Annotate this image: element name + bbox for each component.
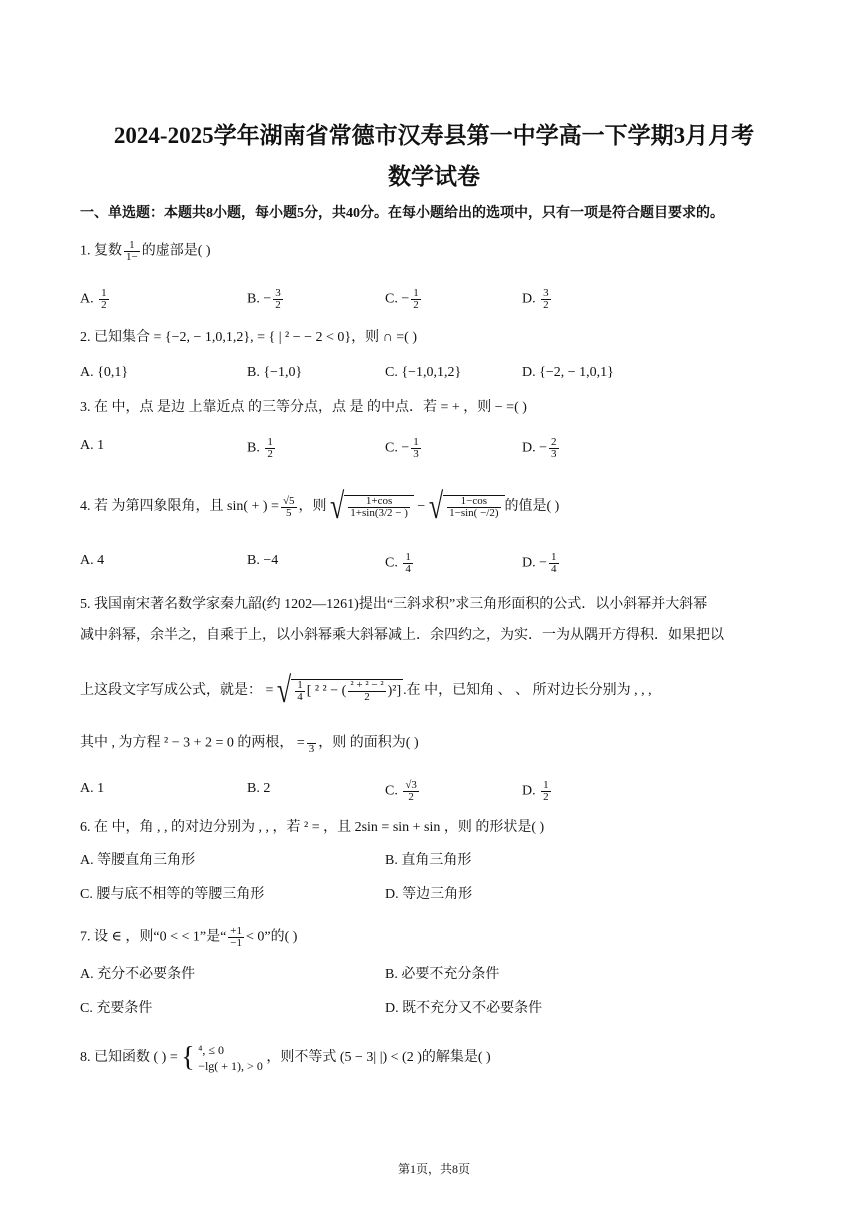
q5-line-1: 5. 我国南宋著名数学家秦九韶(约 1202—1261)提出“三斜求积”求三角形面积的公式．以小斜幂并大斜幂 xyxy=(80,597,708,612)
q4-value-fraction: $\frac{√5}{5}$ xyxy=(282,494,295,519)
q5-line-4: 其中 , 为方程 ² − 3 + 2 = 0 的两根， = 3 ，则 的面积为( ) xyxy=(80,732,419,755)
question-4: 4. 若 为第四象限角，且 sin( + ) = $\frac{√5}{5}$ ，则 √ $\frac{1+\cos}{1+\sin(3/2 - )}$ − √ $\frac{1-\cos}{1-\sin( -/2)}$ 的值是( ) xyxy=(80,486,560,527)
q4-option-d: D. − $\frac{1}{4}$ xyxy=(522,551,557,575)
q4-radical-2: $\frac{1-\cos}{1-\sin( -/2)}$ xyxy=(443,495,504,519)
brace-icon: { xyxy=(181,1042,195,1073)
q1-fraction: $\frac{1}{1-}$ xyxy=(126,239,138,263)
page-footer: 第1页，共8页 xyxy=(397,1162,470,1176)
q2-option-d: D. {−2, − 1,0,1} xyxy=(522,365,614,380)
q4-radical-1: $\frac{1+\cos}{1+\sin(3/2 - )}$ xyxy=(344,495,414,519)
q4-option-a: A. 4 xyxy=(80,553,105,568)
q1-post: 的虚部是( ) xyxy=(141,243,211,259)
q4-option-b: B. −4 xyxy=(247,553,279,568)
q2-option-c: C. {−1,0,1,2} xyxy=(385,365,462,380)
page-title: 2024-2025学年湖南省常德市汉寿县第一中学高一下学期3月月考 xyxy=(113,123,755,148)
q6-option-a: A. 等腰直角三角形 xyxy=(80,853,196,868)
q6-option-c: C. 腰与底不相等的等腰三角形 xyxy=(80,887,265,902)
q6-option-d: D. 等边三角形 xyxy=(385,887,473,902)
question-6: 6. 在 中，角 , , 的对边分别为 , , ，若 ² = ，且 2sin = sin + sin ，则 的形状是( ) xyxy=(80,820,545,835)
q5-option-c: C. $\frac{√3}{2}$ xyxy=(385,779,417,803)
q4-option-c: C. $\frac{1}{4}$ xyxy=(385,551,411,575)
radical-icon: √ xyxy=(276,670,292,711)
q1-option-d: D. $\frac{3}{2}$ xyxy=(522,287,549,311)
q2-option-b: B. {−1,0} xyxy=(247,365,303,380)
q7-option-c: C. 充要条件 xyxy=(80,1001,153,1016)
q3-option-b: B. $\frac{1}{2}$ xyxy=(247,436,273,460)
q1-option-a: A. $\frac{1}{2}$ xyxy=(80,287,107,311)
page-subtitle: 数学试卷 xyxy=(388,164,480,189)
q2-option-a: A. {0,1} xyxy=(80,365,129,380)
q5-line-2: 减中斜幂，余半之，自乘于上，以小斜幂乘大斜幂减上．余四约之，为实．一为从隅开方得积．如果把以 xyxy=(80,628,724,643)
q3-option-a: A. 1 xyxy=(80,438,105,453)
question-8: 8. 已知函数 ( ) = { ⁴, ≤ 0 −lg( + 1), > 0 ，则不等式 (5 − 3| |) < (2 )的解集是( ) xyxy=(80,1042,491,1073)
q7-option-d: D. 既不充分又不必要条件 xyxy=(385,1001,543,1016)
q6-option-b: B. 直角三角形 xyxy=(385,853,472,868)
radical-icon: √ xyxy=(330,486,345,527)
q8-piecewise: ⁴, ≤ 0 −lg( + 1), > 0 xyxy=(198,1043,263,1073)
q5-option-d: D. $\frac{1}{2}$ xyxy=(522,779,549,803)
q5-option-a: A. 1 xyxy=(80,781,105,796)
q7-option-a: A. 充分不必要条件 xyxy=(80,967,196,982)
radical-icon: √ xyxy=(428,486,444,527)
q1-pre: 1. 复数 xyxy=(80,243,122,259)
question-3: 3. 在 中，点 是边 上靠近点 的三等分点，点 是 的中点．若 = + ，则 − =( ) xyxy=(80,400,527,415)
q1-option-c: C. − $\frac{1}{2}$ xyxy=(385,287,419,311)
question-2: 2. 已知集合 = {−2, − 1,0,1,2}, = { | ² − − 2 < 0}，则 ∩ =( ) xyxy=(80,330,417,345)
question-1 xyxy=(80,240,211,263)
q3-option-d: D. − $\frac{2}{3}$ xyxy=(522,436,557,460)
question-7: 7. 设 ∈ ，则“0 < < 1”是“ $\frac{+1}{-1}$ < 0”的( ) xyxy=(80,925,298,949)
q1-option-b: B. − $\frac{3}{2}$ xyxy=(247,287,281,311)
q7-option-b: B. 必要不充分条件 xyxy=(385,967,500,982)
q5-option-b: B. 2 xyxy=(247,781,271,796)
q3-option-c: C. − $\frac{1}{3}$ xyxy=(385,436,419,460)
q5-line-3: 上这段文字写成公式，就是： = √ $\frac{1}{4}$ [ ² ² − ( $\frac{\text{² + ² − ²}}{2}$ )²] .在 中，已知角 、 、 所对边长分别为 , , , xyxy=(80,670,652,711)
section-heading-single-choice: 一、单选题：本题共8小题，每小题5分，共40分。在每小题给出的选项中，只有一项是符合题目要求的。 xyxy=(80,206,724,221)
q5-formula: $\frac{1}{4}$ [ ² ² − ( $\frac{\text{² + ² − ²}}{2}$ )²] xyxy=(291,679,403,703)
